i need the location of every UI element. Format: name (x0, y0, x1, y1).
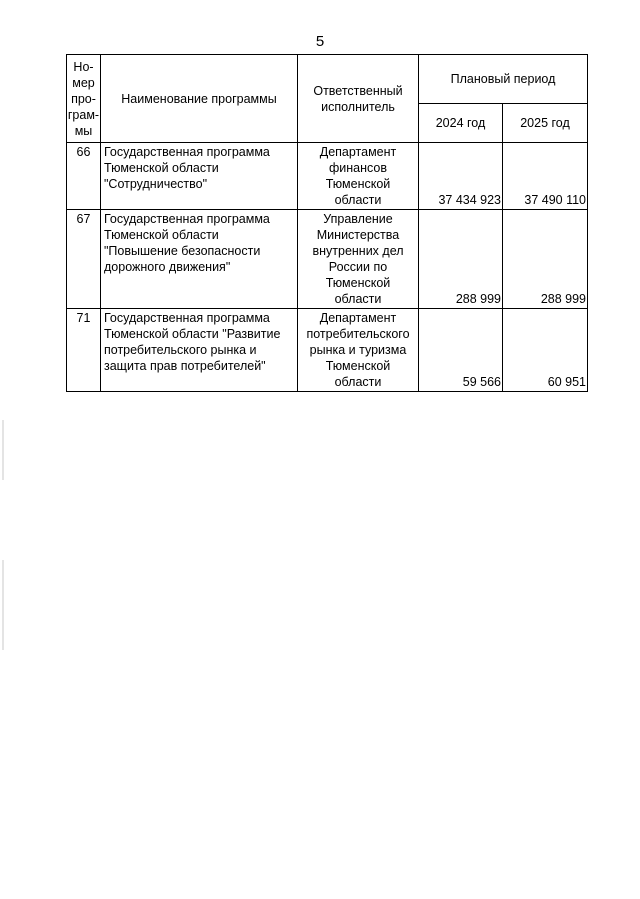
table-row (67, 210, 588, 309)
cell-amount-2024: 288 999 (419, 210, 503, 309)
cell-responsible (298, 143, 419, 210)
cell-program-name (101, 309, 298, 392)
cell-program-name-text: Государственная программа Тюменской области "Развитие потребительского рынка и защита прав потребителей" (104, 311, 281, 373)
header-responsible (298, 55, 419, 143)
table-row (67, 143, 588, 210)
cell-program-name-text: Государственная программа Тюменской области "Сотрудничество" (104, 145, 270, 191)
cell-amount-2025: 37 490 110 (503, 143, 588, 210)
cell-amount-2024: 59 566 (419, 309, 503, 392)
header-program-name (101, 55, 298, 143)
table-row (67, 309, 588, 392)
header-responsible-text: Ответственный исполнитель (313, 83, 403, 114)
cell-responsible-text: Департамент потребительского рынка и туризма Тюменской области (306, 311, 410, 389)
scan-edge-mark (2, 560, 4, 650)
header-year-2024 (419, 104, 503, 143)
cell-responsible (298, 309, 419, 392)
cell-responsible (298, 210, 419, 309)
cell-program-number: 66 (67, 143, 101, 210)
header-program-number-text: Но- мер про- грам- мы (67, 59, 100, 138)
cell-program-number: 67 (67, 210, 101, 309)
header-year-2025-text: 2025 год (520, 116, 570, 130)
table-header-row (67, 55, 588, 104)
header-year-2024-text: 2024 год (435, 116, 486, 130)
cell-program-name (101, 143, 298, 210)
cell-responsible-text: Департамент финансов Тюменской области (319, 145, 397, 207)
budget-table (66, 54, 588, 392)
header-plan-period (419, 55, 588, 104)
header-program-name-text: Наименование программы (121, 91, 277, 106)
header-program-number (67, 55, 101, 143)
cell-amount-2025: 60 951 (503, 309, 588, 392)
header-plan-period-text: Плановый период (450, 72, 556, 86)
cell-program-name (101, 210, 298, 309)
cell-amount-2024: 37 434 923 (419, 143, 503, 210)
header-year-2025 (503, 104, 588, 143)
scan-edge-mark (2, 420, 4, 480)
cell-program-name-text: Государственная программа Тюменской области "Повышение безопасности дорожного движения" (104, 212, 270, 274)
page-number: 5 (315, 33, 325, 50)
cell-amount-2025: 288 999 (503, 210, 588, 309)
cell-program-number: 71 (67, 309, 101, 392)
cell-responsible-text: Управление Министерства внутренних дел России по Тюменской области (312, 212, 404, 306)
